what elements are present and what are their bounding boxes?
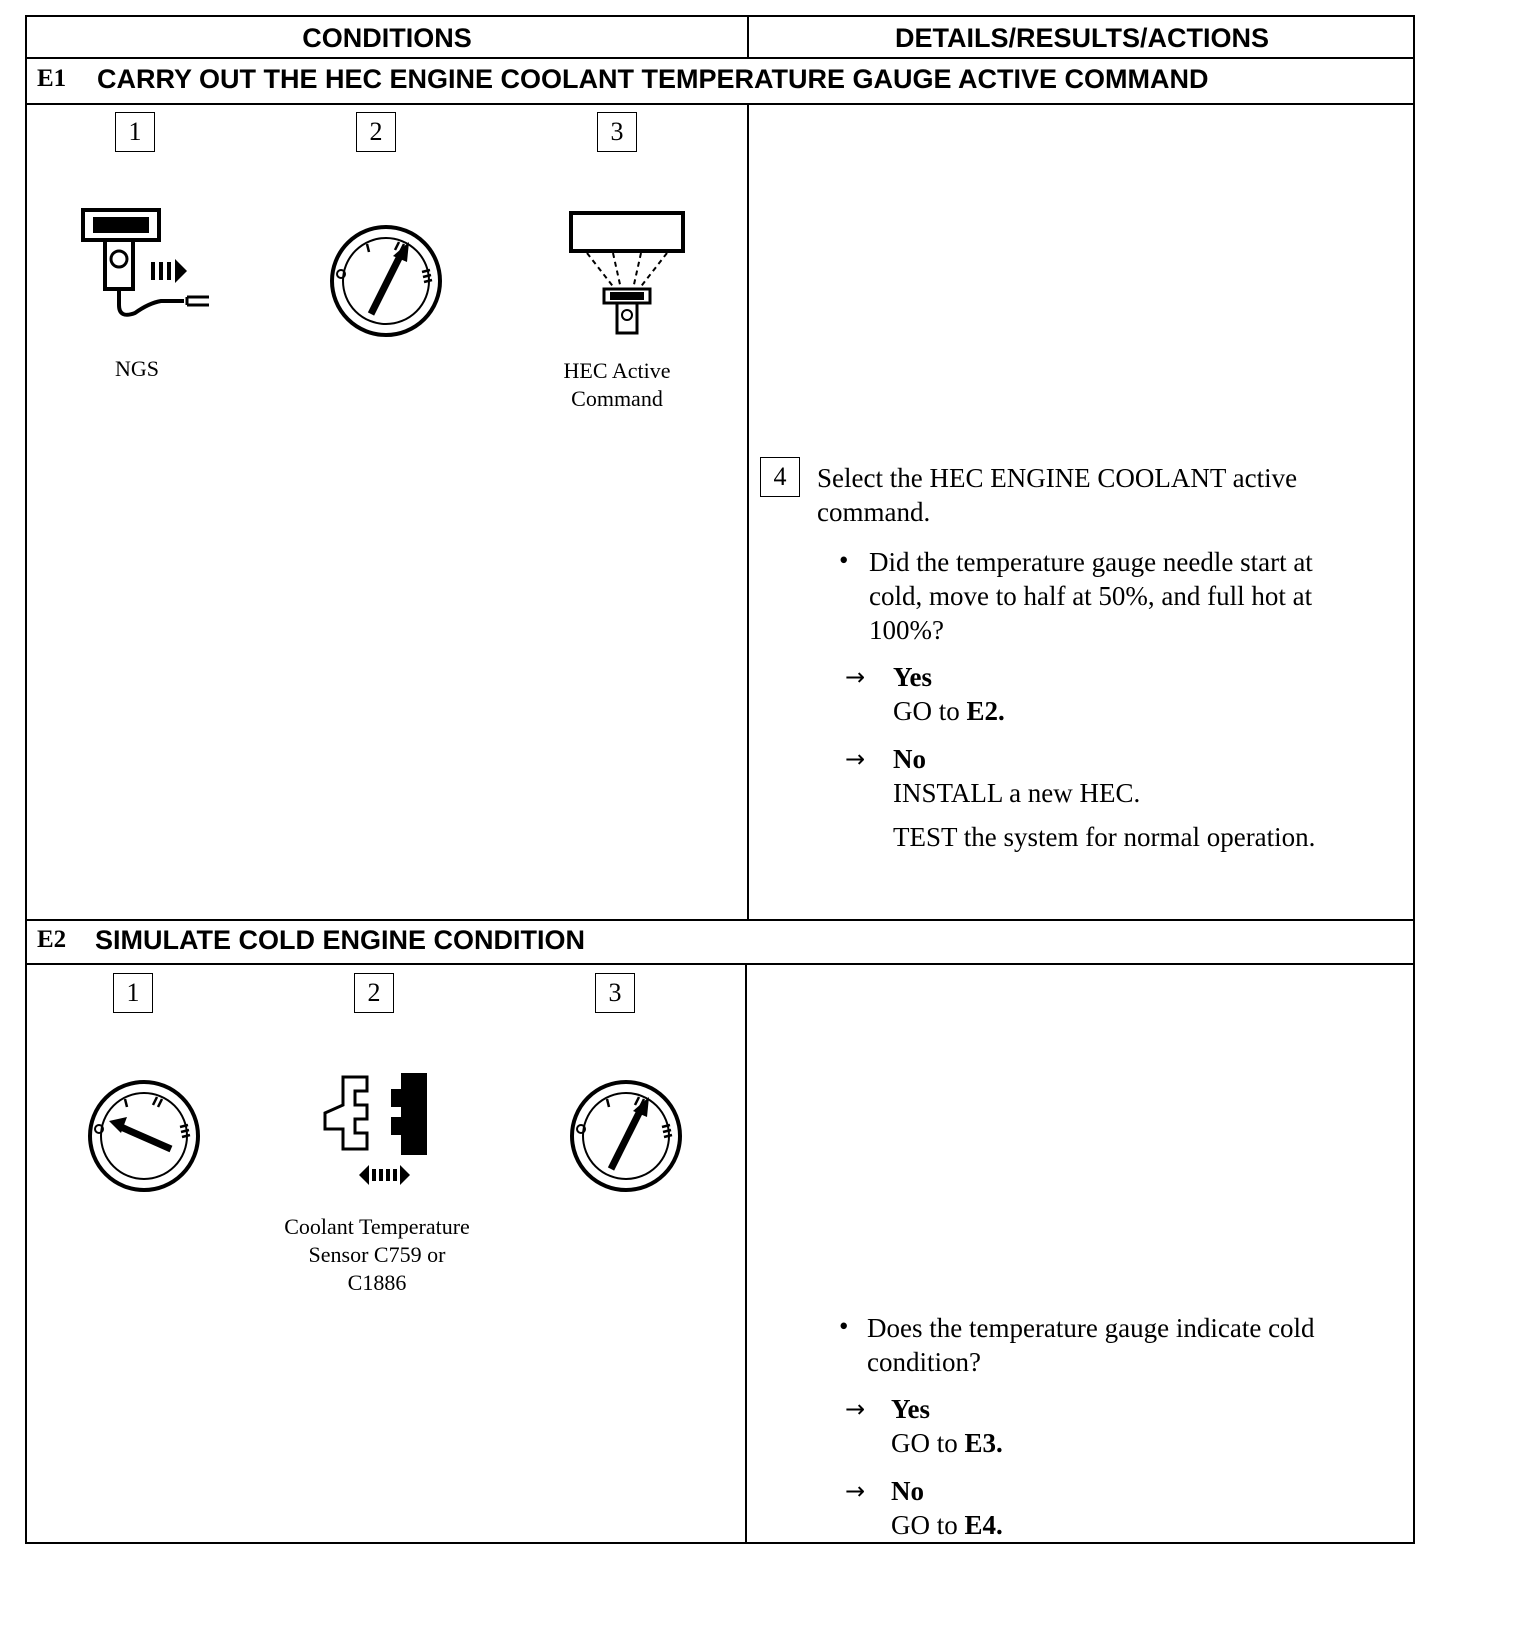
e1-question <box>869 545 1399 647</box>
sensor-caption-line2: Sensor C759 or <box>308 1242 446 1267</box>
e2-question <box>867 1311 1397 1379</box>
step-box-2: 2 <box>356 112 396 152</box>
no-label: No <box>893 744 926 774</box>
yes-label: Yes <box>891 1394 930 1424</box>
column-divider <box>745 965 747 1544</box>
arrow-right-icon: → <box>845 1395 866 1423</box>
question-line2: condition? <box>867 1347 981 1377</box>
yes-action-prefix: GO to <box>893 696 967 726</box>
scan-tool-connect-icon <box>79 207 214 327</box>
arrow-right-icon: → <box>845 663 866 691</box>
active-command-screen-icon <box>567 209 687 339</box>
e2-no-block <box>891 1474 1003 1542</box>
no-action-target: E4. <box>964 1510 1003 1540</box>
hec-caption-line1: HEC Active <box>563 358 671 383</box>
ignition-key-on-icon <box>567 1077 685 1195</box>
diagnostic-table <box>25 15 1415 1544</box>
ignition-key-off-icon <box>85 1077 203 1195</box>
e2-yes-block <box>891 1392 1003 1460</box>
column-divider <box>747 105 749 921</box>
arrow-right-icon: → <box>845 1477 866 1505</box>
bullet-icon: • <box>839 545 849 575</box>
question-line3: 100%? <box>869 615 944 645</box>
yes-action-target: E3. <box>964 1428 1003 1458</box>
step-box-3: 3 <box>595 973 635 1013</box>
bullet-icon: • <box>839 1311 849 1341</box>
section-title: SIMULATE COLD ENGINE CONDITION <box>95 925 585 955</box>
section-e1-title-row <box>27 59 1415 105</box>
hec-caption <box>532 357 702 413</box>
no-label: No <box>891 1476 924 1506</box>
section-code: E2 <box>37 926 67 953</box>
connector-disconnect-icon <box>317 1069 447 1194</box>
step-box-2: 2 <box>354 973 394 1013</box>
question-line1: Did the temperature gauge needle start at <box>869 547 1313 577</box>
arrow-right-icon: → <box>845 745 866 773</box>
no-action1: INSTALL a new HEC. <box>893 778 1141 808</box>
no-action-prefix: GO to <box>891 1510 965 1540</box>
yes-label: Yes <box>893 662 932 692</box>
step-box-1: 1 <box>113 973 153 1013</box>
question-line2: cold, move to half at 50%, and full hot at <box>869 581 1313 611</box>
sensor-caption-line3: C1886 <box>347 1270 407 1295</box>
step-box-4: 4 <box>760 457 800 497</box>
conditions-header: CONDITIONS <box>27 17 749 59</box>
instruction-line2: command. <box>817 497 931 527</box>
step-box-3: 3 <box>597 112 637 152</box>
e1-yes-block <box>893 660 1005 728</box>
step-box-1: 1 <box>115 112 155 152</box>
yes-action-prefix: GO to <box>891 1428 965 1458</box>
sensor-caption <box>267 1213 487 1297</box>
e1-no-block <box>893 742 1393 854</box>
ngs-caption: NGS <box>114 356 159 381</box>
no-action2: TEST the system for normal operation. <box>893 822 1316 852</box>
yes-action-target: E2. <box>966 696 1005 726</box>
section-title: CARRY OUT THE HEC ENGINE COOLANT TEMPERATURE GAUGE ACTIVE COMMAND <box>97 64 1209 94</box>
sensor-caption-line1: Coolant Temperature <box>284 1214 470 1239</box>
hec-caption-line2: Command <box>571 386 663 411</box>
question-line1: Does the temperature gauge indicate cold <box>867 1313 1315 1343</box>
ignition-key-on-icon <box>327 222 445 340</box>
instruction-line1: Select the HEC ENGINE COOLANT active <box>817 463 1298 493</box>
details-header: DETAILS/RESULTS/ACTIONS <box>749 17 1415 59</box>
section-code: E1 <box>37 65 67 92</box>
e1-instruction <box>817 461 1397 529</box>
section-e2-title-row <box>27 921 1415 965</box>
